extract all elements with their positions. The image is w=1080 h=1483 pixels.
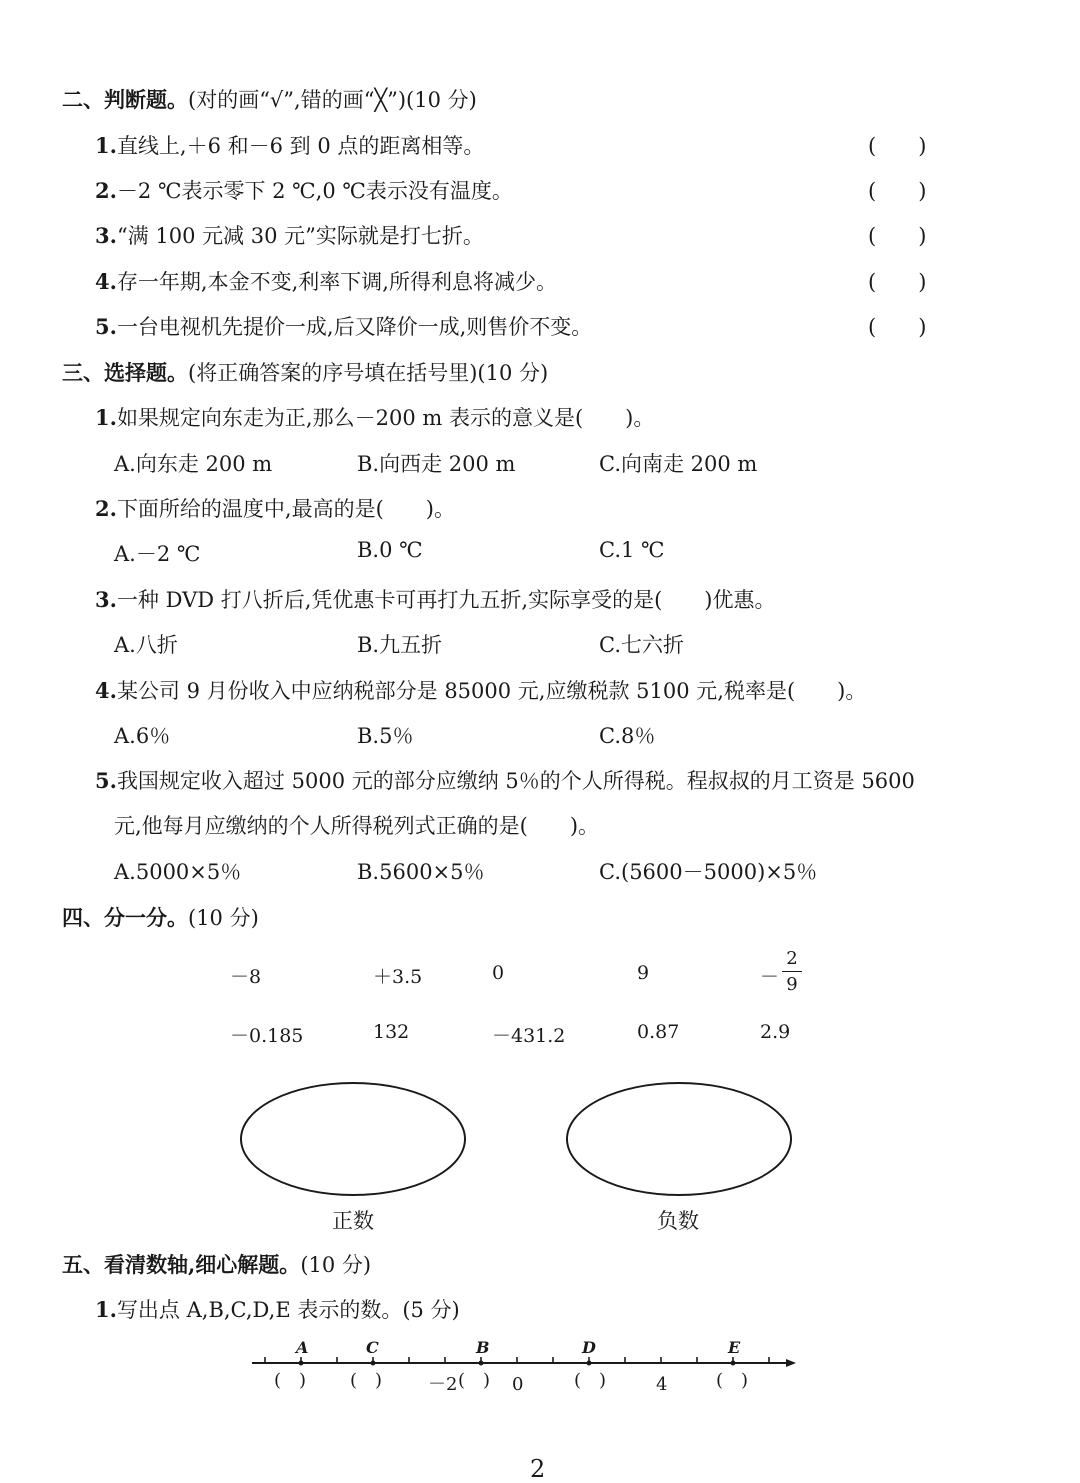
point-label-b: B (476, 1338, 490, 1357)
point-c (371, 1361, 376, 1366)
answer-blank-d[interactable]: ( ) (574, 1370, 607, 1391)
classify-number[interactable]: －431.2 (492, 1025, 566, 1047)
judge-answer-2[interactable]: ( ) (868, 179, 927, 203)
section-choice-title: 三、选择题。(将正确答案的序号填在括号里)(10 分) (62, 360, 549, 385)
judge-item-2: 2.－2 ℃表示零下 2 ℃,0 ℃表示没有温度。 (95, 178, 513, 203)
fraction-body (782, 948, 802, 995)
judge-answer-5[interactable]: ( ) (868, 315, 927, 339)
judge-answer-4[interactable]: ( ) (868, 270, 927, 294)
fraction-numerator: 2 (786, 948, 798, 969)
judge-item-5: 5.一台电视机先提价一成,后又降价一成,则售价不变。 (95, 314, 593, 339)
point-label-a: A (296, 1338, 309, 1357)
choice-item-5: 5.我国规定收入超过 5000 元的部分应缴纳 5％的个人所得税。程叔叔的月工资是 5600 (95, 768, 915, 793)
point-e (731, 1361, 736, 1366)
positive-ellipse[interactable] (240, 1082, 466, 1196)
choice-3-option-c[interactable]: C.七六折 (599, 633, 684, 657)
fraction-sign: － (760, 966, 780, 988)
classify-number[interactable]: 2.9 (760, 1021, 791, 1043)
choice-2-option-b[interactable]: B.0 ℃ (357, 538, 423, 562)
section-classify-title: 四、分一分。(10 分) (62, 905, 259, 930)
choice-4-option-a[interactable]: A.6％ (114, 724, 171, 748)
choice-1-option-a[interactable]: A.向东走 200 m (114, 452, 273, 476)
choice-item-2: 2.下面所给的温度中,最高的是( )。 (95, 496, 455, 521)
choice-4-option-b[interactable]: B.5％ (357, 724, 414, 748)
classify-number[interactable]: 9 (637, 962, 650, 984)
fraction-denominator: 9 (786, 974, 798, 995)
point-label-c: C (366, 1338, 379, 1357)
tick-label-4: 4 (656, 1374, 668, 1395)
choice-5-option-c[interactable]: C.(5600－5000)×5％ (599, 860, 818, 884)
classify-number[interactable]: ＋3.5 (373, 966, 423, 988)
choice-5-option-a[interactable]: A.5000×5％ (114, 860, 242, 884)
axis-arrow (786, 1359, 796, 1367)
point-label-e: E (728, 1338, 741, 1357)
numberline-question: 1.写出点 A,B,C,D,E 表示的数。(5 分) (95, 1297, 460, 1322)
judge-item-1: 1.直线上,＋6 和－6 到 0 点的距离相等。 (95, 133, 485, 158)
fraction-bar (782, 971, 802, 972)
choice-item-4: 4.某公司 9 月份收入中应纳税部分是 85000 元,应缴税款 5100 元,税率是( )。 (95, 678, 867, 703)
choice-1-option-c[interactable]: C.向南走 200 m (599, 452, 758, 476)
classify-number[interactable]: －8 (230, 966, 262, 988)
choice-item-1: 1.如果规定向东走为正,那么－200 m 表示的意义是( )。 (95, 405, 655, 430)
point-b (479, 1361, 484, 1366)
judge-item-3: 3.“满 100 元减 30 元”实际就是打七折。 (95, 223, 484, 248)
section-judge-title: 二、判断题。(对的画“√”,错的画“╳”)(10 分) (62, 87, 477, 112)
judge-answer-3[interactable]: ( ) (868, 224, 927, 248)
choice-4-option-c[interactable]: C.8％ (599, 724, 656, 748)
point-label-d: D (582, 1338, 596, 1357)
choice-item-3: 3.一种 DVD 打八折后,凭优惠卡可再打九五折,实际享受的是( )优惠。 (95, 587, 776, 612)
judge-item-4: 4.存一年期,本金不变,利率下调,所得利息将减少。 (95, 269, 557, 294)
negative-label: 负数 (657, 1209, 699, 1233)
choice-2-option-c[interactable]: C.1 ℃ (599, 538, 665, 562)
classify-number[interactable]: 0.87 (637, 1021, 680, 1043)
judge-answer-1[interactable]: ( ) (868, 134, 927, 158)
answer-blank-a[interactable]: ( ) (274, 1370, 307, 1391)
choice-2-option-a[interactable]: A.－2 ℃ (114, 542, 201, 566)
classify-number[interactable]: 132 (373, 1021, 410, 1043)
choice-5-option-b[interactable]: B.5600×5％ (357, 860, 485, 884)
classify-number[interactable]: －0.185 (230, 1025, 304, 1047)
positive-label: 正数 (332, 1209, 374, 1233)
choice-3-option-b[interactable]: B.九五折 (357, 633, 443, 657)
choice-item-5-line2: 元,他每月应缴纳的个人所得税列式正确的是( )。 (114, 814, 600, 838)
tick-label-minus-2: －2 (428, 1374, 458, 1395)
choice-3-option-a[interactable]: A.八折 (114, 633, 178, 657)
point-d (587, 1361, 592, 1366)
answer-blank-e[interactable]: ( ) (716, 1370, 749, 1391)
choice-1-option-b[interactable]: B.向西走 200 m (357, 452, 516, 476)
classify-number[interactable]: 0 (492, 962, 505, 984)
negative-ellipse[interactable] (566, 1082, 792, 1196)
point-a (299, 1361, 304, 1366)
section-numberline-title: 五、看清数轴,细心解题。(10 分) (62, 1252, 372, 1277)
answer-blank-b[interactable]: ( ) (458, 1370, 491, 1391)
number-line (240, 1330, 810, 1400)
page-number: 2 (530, 1455, 546, 1483)
tick-label-0: 0 (512, 1374, 524, 1395)
answer-blank-c[interactable]: ( ) (350, 1370, 383, 1391)
